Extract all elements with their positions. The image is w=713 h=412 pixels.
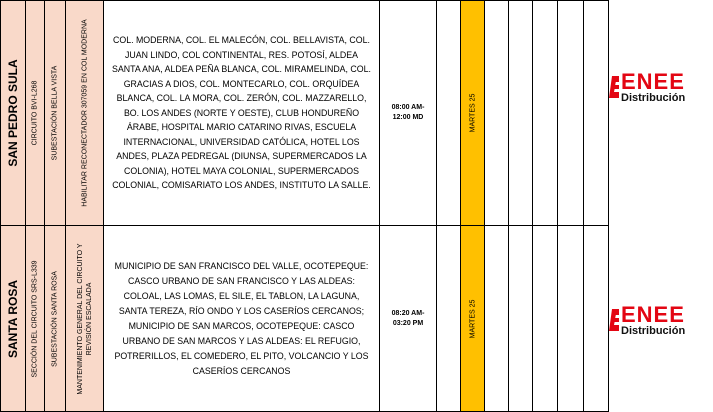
enee-logo: [609, 303, 713, 343]
substation-cell: [45, 226, 66, 412]
city-cell: [0, 0, 26, 226]
empty-cell: [437, 0, 461, 226]
empty-cell: [584, 226, 609, 412]
empty-cell: [509, 0, 533, 226]
time-cell: [380, 226, 437, 412]
empty-cell: [437, 226, 461, 412]
time-cell: [380, 0, 437, 226]
time-start: 08:00 AM-: [391, 104, 425, 111]
work-description: HABILITAR RECONECTADOR 307059 EN COL MODERNA: [81, 19, 88, 207]
circuit-cell: [26, 226, 45, 412]
city-name: SAN PEDRO SULA: [6, 59, 20, 167]
time-end: 03:20 PM: [392, 319, 424, 327]
day-label: MARTES 25: [469, 93, 476, 133]
logo-sub-text: Distribución: [621, 92, 686, 104]
substation-label: SUBESTACIÓN BELLA VISTA: [51, 65, 59, 161]
time-range: [380, 226, 436, 411]
logo-brand-text: ENEE: [621, 69, 685, 94]
work-cell: [66, 0, 104, 226]
logo-sub-text: Distribución: [621, 325, 686, 337]
enee-mark-icon: [609, 76, 619, 98]
empty-cell: [485, 226, 509, 412]
affected-areas-cell: [104, 226, 380, 412]
work-description: MANTENIMIENTO GENERAL DEL CIRCUITO Y REVISIÓN ESCALADA: [76, 242, 93, 395]
circuit-label: SECCIÓN DEL CIRCUITO SRS-L339: [31, 259, 39, 378]
city-cell: [0, 226, 26, 412]
day-label: MARTES 25: [469, 299, 476, 338]
substation-label: SUBESTACIÓN SANTA ROSA: [51, 270, 59, 367]
circuit-cell: [26, 0, 45, 226]
day-cell: [461, 0, 485, 226]
empty-cell: [558, 0, 584, 226]
time-start: 08:20 AM-: [391, 309, 425, 317]
empty-cell: [509, 226, 533, 412]
enee-logo: [609, 70, 713, 110]
work-cell: [66, 226, 104, 412]
city-name: SANTA ROSA: [6, 279, 20, 358]
empty-cell: [485, 0, 509, 226]
enee-mark-icon: [609, 309, 619, 331]
empty-cell: [533, 226, 558, 412]
day-cell: [461, 226, 485, 412]
empty-cell: [533, 0, 558, 226]
time-end: 12:00 MD: [392, 114, 424, 121]
empty-cell: [584, 0, 609, 226]
circuit-label: CIRCUITO BVI-L268: [31, 80, 39, 146]
logo-brand-text: ENEE: [621, 302, 685, 327]
empty-cell: [558, 226, 584, 412]
time-range: [380, 1, 436, 225]
affected-areas-cell: [104, 0, 380, 226]
affected-areas-text: MUNICIPIO DE SAN FRANCISCO DEL VALLE, OCOTEPEQUE: CASCO URBANO DE SAN FRANCISCO Y LAS ALDEAS: COLOAL, LAS LOMAS, EL SILE, EL TABLON, LA LAGUNA, SANTA TEREZA, RÍO ONDO Y LOS CASERÍOS CERCANOS; MUNICIPIO DE SAN MARCOS, OCOTEPEQUE: CASCO URBANO DE SAN MARCOS Y LAS ALDEAS: EL REFUGIO, POTRERILLOS, EL COMEDERO, EL PITO, VOLCANCIO Y LOS CASERÍOS CERCANOS: [114, 260, 369, 376]
substation-cell: [45, 0, 66, 226]
affected-areas-text: COL. MODERNA, COL. EL MALECÓN, COL. BELLAVISTA, COL. JUAN LINDO, COL CONTINENTAL, RES. POTOSÍ, ALDEA SANTA ANA, ALDEA PEÑA BLANCA, COL. MIRAMELINDA, COL. GRACIAS A DIOS, COL. MONTECARLO, COL. ORQUÍDEA BLANCA, COL. LA MORA, COL. ZERÓN, COL. MAZZARELLO, BO. LOS ANDES (NORTE Y OESTE), CLUB HONDUREÑO ÁRABE, HOSPITAL MARIO CATARINO RIVAS, ESCUELA INTERNACIONAL, UNIVERSIDAD CATÓLICA, HOTEL LOS ANDES, PLAZA PEDREGAL (DIUNSA, SUPERMERCADOS LA COLONIA), HOTEL MAYA COLONIAL, SUPERMERCADOS COLONIAL, COMISARIATO LOS ANDES, INSTITUTO LA SALLE.: [112, 35, 371, 191]
